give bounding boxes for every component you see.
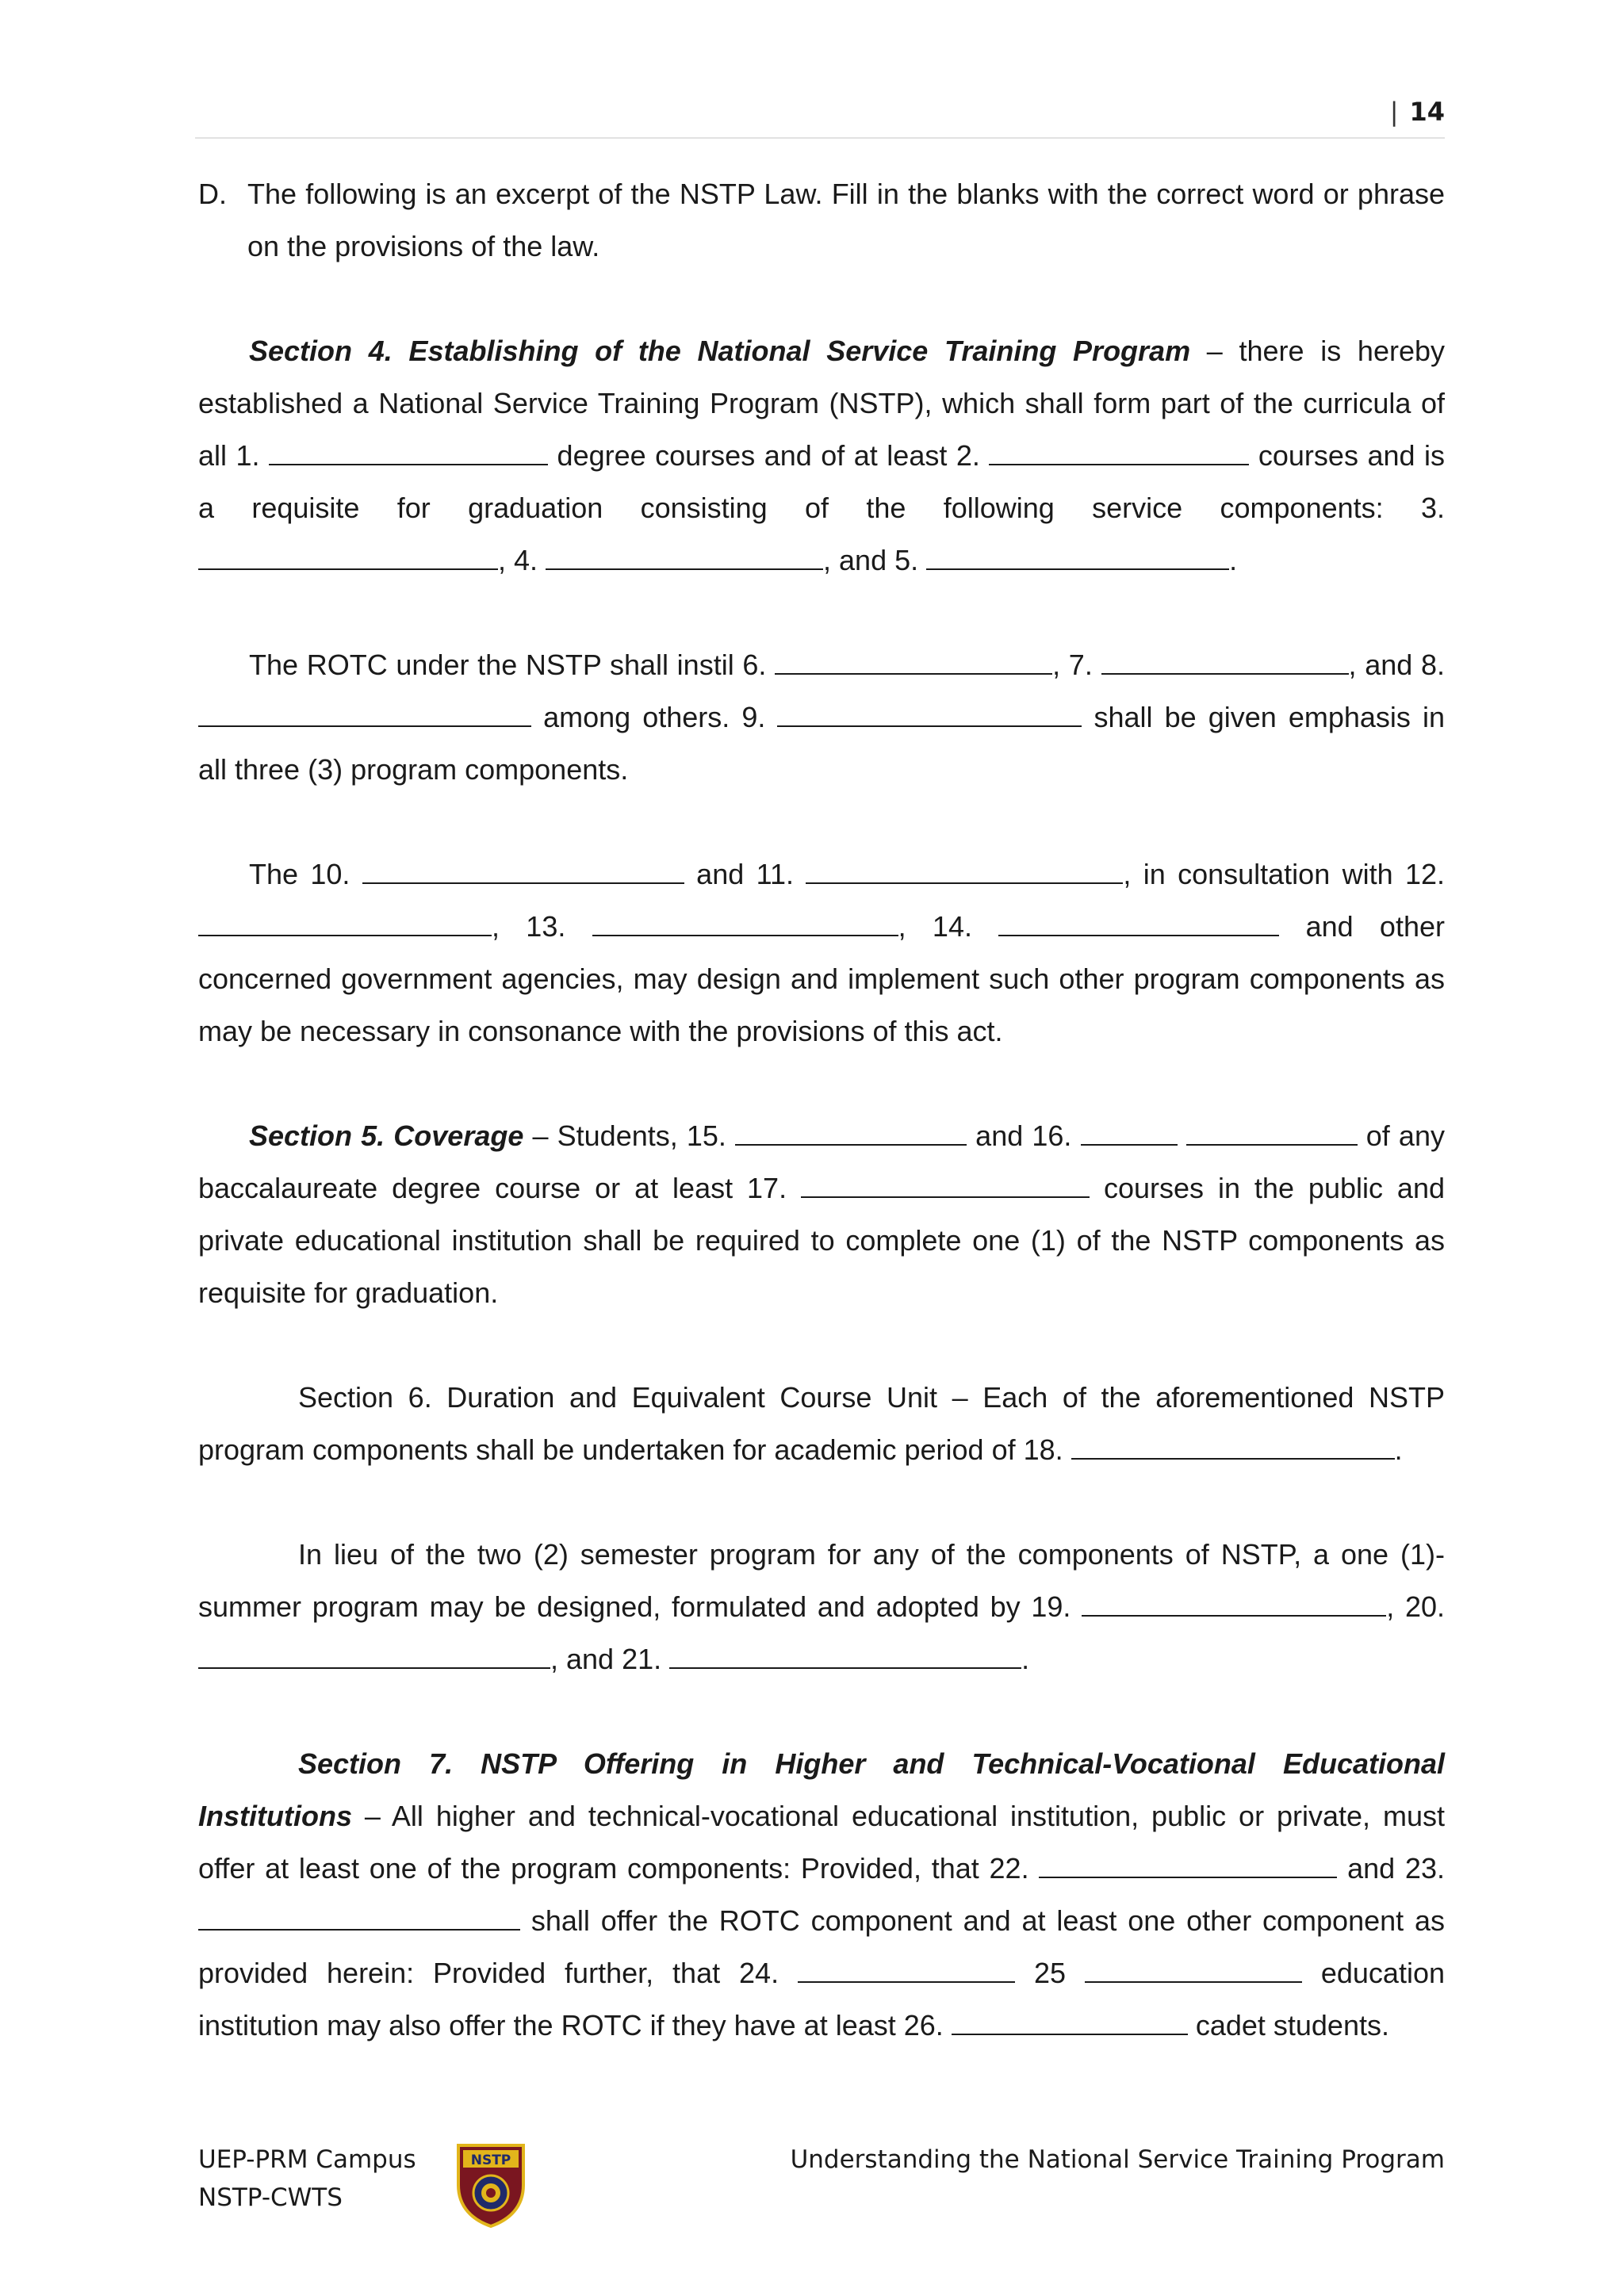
footer-program: NSTP-CWTS (198, 2183, 343, 2212)
section-4-title: Section 4. Establishing of the National Service Training Program (249, 335, 1191, 367)
blank-8[interactable] (198, 702, 531, 727)
blank-22[interactable] (1039, 1853, 1337, 1878)
page-number: | 14 (1389, 97, 1445, 127)
blank-9[interactable] (777, 702, 1082, 727)
blank-5[interactable] (926, 545, 1229, 570)
blank-23[interactable] (198, 1905, 520, 1931)
blank-17[interactable] (801, 1173, 1090, 1198)
item-d (198, 168, 1445, 273)
blank-7[interactable] (1101, 649, 1349, 675)
blank-26[interactable] (952, 2010, 1188, 2035)
item-marker: D. (198, 178, 227, 210)
blank-2[interactable] (989, 440, 1249, 465)
blank-11[interactable] (806, 859, 1123, 884)
section-4-paragraph: Section 4. Establishing of the National Service Training Program – there is hereby established a National Service Training Program (NSTP), which shall form part of the curricula of all 1. degree courses and of at least 2. courses and is a requisite for graduation consisting of the following service components: 3. , 4. , and 5. . (198, 335, 1446, 576)
header-rule (195, 137, 1445, 139)
blank-20[interactable] (198, 1644, 550, 1669)
blank-19[interactable] (1082, 1591, 1386, 1617)
blank-4[interactable] (546, 545, 823, 570)
summer-program-paragraph: In lieu of the two (2) semester program for any of the components of NSTP, a one (1)-summer program may be designed, formulated and adopted by 19. , 20. , and 21. . (198, 1538, 1445, 1675)
footer-left (198, 2141, 416, 2217)
footer-document-title: Understanding the National Service Training Program (790, 2145, 1445, 2174)
blank-18[interactable] (1071, 1434, 1395, 1460)
blank-3[interactable] (198, 545, 498, 570)
blank-13[interactable] (592, 911, 898, 936)
program-design-paragraph: The 10. and 11. , in consultation with 12. , 13. , 14. and other concerned government agencies, may design and implement such other program components as may be necessary in consonance with the provisions of this act. (198, 858, 1445, 1047)
blank-1[interactable] (269, 440, 548, 465)
blank-15[interactable] (735, 1120, 967, 1146)
blank-14[interactable] (998, 911, 1279, 936)
section-6-paragraph: Section 6. Duration and Equivalent Course Unit – Each of the aforementioned NSTP program components shall be undertaken for academic period of 18. . (198, 1381, 1445, 1466)
document-body (198, 168, 1445, 2052)
footer-campus: UEP-PRM Campus (198, 2145, 416, 2174)
blank-16[interactable] (1081, 1120, 1178, 1146)
blank-12[interactable] (198, 911, 492, 936)
nstp-shield-logo (454, 2142, 528, 2228)
item-instruction: The following is an excerpt of the NSTP Law. Fill in the blanks with the correct word or phrase on the provisions of the law. (247, 178, 1445, 262)
blank-16-continued[interactable] (1186, 1120, 1358, 1146)
section-7-title: Section 7. NSTP Offering in Higher and Technical-Vocational Educational Institutions (198, 1747, 1445, 1832)
section-5-title: Section 5. Coverage (249, 1119, 524, 1152)
blank-21[interactable] (669, 1644, 1021, 1669)
blank-10[interactable] (362, 859, 684, 884)
section-7-paragraph: Section 7. NSTP Offering in Higher and Technical-Vocational Educational Institutions – All higher and technical-vocational educational institution, public or private, must offer at least one of the program components: Provided, that 22. and 23. shall offer the ROTC component and at least one other component as provided herein: Provided further, that 24. 25 education institution may also offer the ROTC if they have at least 26. cadet students. (198, 1747, 1446, 2042)
blank-25[interactable] (1085, 1957, 1302, 1983)
blank-6[interactable] (775, 649, 1052, 675)
blank-24[interactable] (798, 1957, 1015, 1983)
logo-text: NSTP (470, 2152, 511, 2168)
section-5-paragraph: Section 5. Coverage – Students, 15. and 16. of any baccalaureate degree course or at least 17. courses in the public and private educational institution shall be required to complete one (1) of the NSTP components as requisite for graduation. (198, 1119, 1445, 1309)
rotc-paragraph: The ROTC under the NSTP shall instil 6. , 7. , and 8. among others. 9. shall be given emphasis in all three (3) program components. (198, 649, 1446, 786)
